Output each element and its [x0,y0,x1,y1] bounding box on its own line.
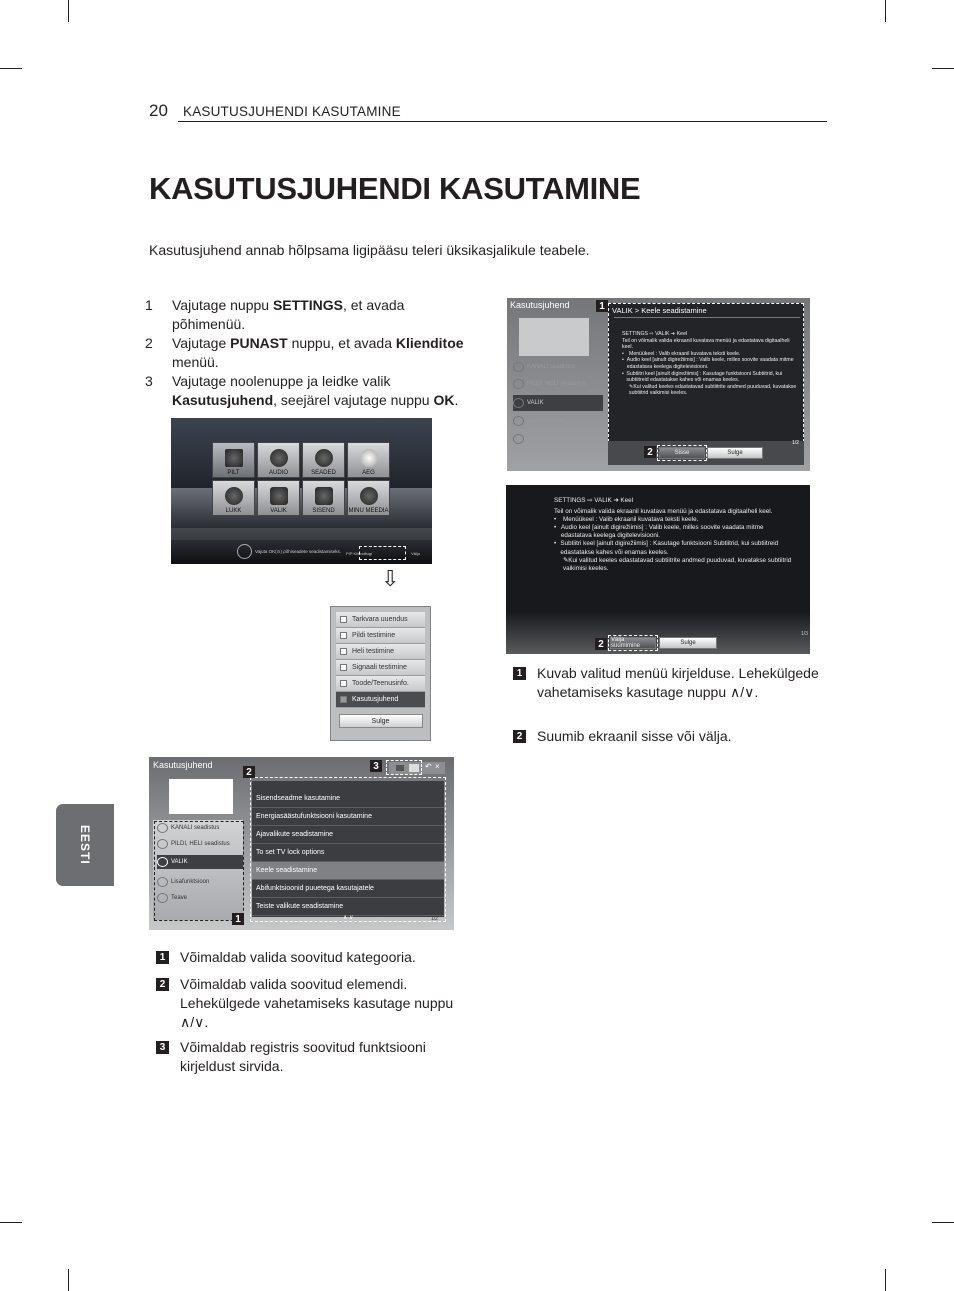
crop-mark [885,0,886,22]
legend-item: 2 Võimaldab valida soovitud elemendi. Lehekülgede vahetamiseks kasutage nuppu ∧/∨. [156,975,466,1032]
crop-mark [932,1222,954,1223]
category-item[interactable]: Teave [157,893,243,903]
checkbox-icon [340,632,347,639]
close-icon: × [435,762,440,771]
category-item-selected[interactable]: VALIK [157,855,243,869]
header-rule [178,121,827,122]
intro-text: Kasutusjuhend annab hõlpsama ligipääsu teleri üksikasjalikule teabele. [149,242,590,258]
support-item[interactable]: Pildi testimine [336,628,425,644]
category-item[interactable]: PILDI, HELI seadistus [157,839,243,849]
toolbox-icon [270,487,288,505]
crop-mark [885,1269,886,1291]
legend-item: 1 Võimaldab valida soovitud kategooria. [156,948,461,967]
callout-badge-1: 1 [232,913,244,925]
checkbox-icon [340,664,347,671]
back-icon: ↶ [425,762,432,771]
guide-title: Kasutusjuhend [153,760,213,770]
close-button[interactable]: Sulge [707,447,763,459]
support-item[interactable]: Signaali testimine [336,660,425,676]
callout-badge-2: 2 [243,766,255,778]
crop-mark [0,1222,22,1223]
page-indicator: 1/2 [431,916,438,922]
preview-image [519,318,589,356]
plug-icon [315,487,333,505]
close-button[interactable]: Sulge [659,637,717,649]
guide-item[interactable]: Abifunktsioonid puuetega kasutajatele [252,880,444,898]
page-indicator: 1/2 [792,440,799,446]
tile-aeg[interactable]: AEG [347,442,390,478]
legend-item: 2 Suumib ekraanil sisse või välja. [513,727,823,746]
zoom-out-button[interactable]: Välja suumimine [610,637,656,649]
step-list [145,296,480,410]
tv-main-menu [171,418,432,564]
tile-lukk[interactable]: LUKK [212,480,255,516]
guide-item[interactable]: To set TV lock options [252,844,444,862]
category-item[interactable]: Lisafunktsioon [157,877,243,887]
category-item[interactable]: PILDI, HELI seadistus [513,379,586,389]
page-title: KASUTUSJUHENDI KASUTAMINE [149,171,641,206]
callout-badge-3: 3 [370,760,382,772]
category-item[interactable]: Lisafunktsioon [513,416,565,426]
button-highlight [657,445,707,461]
checkbox-icon [340,680,347,687]
button-highlight [608,635,658,651]
support-item[interactable]: Tarkvara uuendus [336,612,425,628]
item-highlight [250,777,446,922]
preview-image [169,779,233,814]
step-item: 1 Vajutage nuppu SETTINGS, et avada põhimenüü. [145,297,405,332]
toolbar-highlight [386,760,422,775]
down-arrow-icon: ⇩ [381,566,400,591]
guide-item[interactable]: Energiasäästufunktsiooni kasutamine [252,808,444,826]
description-highlight [608,303,804,442]
guide-item[interactable]: Teiste valikute seadistamine [252,898,444,916]
guide-item-selected[interactable]: Keele seadistamine [252,862,444,880]
category-highlight [154,821,244,921]
legend-item: 1 Kuvab valitud menüü kirjelduse. Lehekülgede vahetamiseks kasutage nuppu ∧/∨. [513,664,823,702]
category-item[interactable]: Teave [513,434,543,444]
crop-mark [68,0,69,22]
legend-item: 3 Võimaldab registris soovitud funktsiooni kirjeldust sirvida. [156,1038,461,1076]
running-header: KASUTUSJUHENDI KASUTAMINE [183,104,401,119]
guide-item[interactable]: Ajavalikute seadistamine [252,826,444,844]
step-item: 3 Vajutage noolenuppe ja leidke valik Kasutusjuhend, seejärel vajutage nuppu OK. [145,373,459,408]
page-indicator: 1/3 [801,631,808,637]
language-tab: EESTI [56,804,114,886]
close-button[interactable]: Sulge [339,714,423,728]
ok-button-icon [237,544,252,559]
lock-icon [225,487,243,505]
zoom-in-button[interactable]: Sisse [659,447,705,459]
guide-screen [149,757,454,930]
category-item[interactable]: KANALI seadistus [513,362,575,372]
satellite-icon [315,449,333,467]
tv-icon [225,449,243,467]
guide-item[interactable]: Sisendseadme kasutamine [252,790,444,808]
tile-minu-meedia[interactable]: MINU MEEDIA [347,480,390,516]
crop-mark [932,68,954,69]
page-number: 20 [149,101,168,120]
callout-badge-2: 2 [644,446,656,458]
clock-icon [360,449,378,467]
tile-seaded[interactable]: SEADED [302,442,345,478]
tile-valik[interactable]: VALIK [257,480,300,516]
page-nav[interactable]: ∧ ∨ [343,915,354,921]
support-item[interactable]: Toode/Teenusinfo. [336,676,425,692]
callout-badge-1: 1 [596,300,608,312]
support-item-selected[interactable]: Kasutusjuhend [336,692,425,708]
crop-mark [0,68,22,69]
category-item[interactable]: KANALI seadistus [157,823,243,833]
checkbox-icon [340,648,347,655]
book-icon [340,696,347,703]
gear-icon [513,398,524,408]
tile-pilt[interactable]: PILT [212,442,255,478]
detail-screen [507,298,810,471]
step-item: 2 Vajutage PUNAST nuppu, et avada Klienditoe menüü. [145,335,464,370]
detail-title: Kasutusjuhend [510,300,570,310]
tv-menu-footer: Vajuta OK(⊙) põhiseadete seadistamiseks. PIP Klienditugi Välju [171,540,432,564]
callout-badge-2: 2 [595,638,607,650]
crop-mark [68,1269,69,1291]
tile-audio[interactable]: AUDIO [257,442,300,478]
support-item[interactable]: Heli testimine [336,644,425,660]
tile-sisend[interactable]: SISEND [302,480,345,516]
description-panel: VALIK > Keele seadistamine SETTINGS ⇨ VALIK ➜ Keel Teil on võimalik valida ekraanil kuvatava menüü ja edastatava digitaalheli keel. • Menüükeel : Valib ekraanil kuvatava teksti keele. • Audio keel [ainult digirežiimis] : Valib keele, milles soovite vaadata mitme edastatava keelega digitelevisiooni. • Subtiitri keel [ainult digirežiimis] : Kasutage funktsiooni Subtiitrid, kui subtiitreid edastatakse kahes või enamas keeles. ✎Kui valitud keeles edastatavad subtiitrite andmed puuduvad, kuvatakse subtiitrid vaikimisi keeles. [608,303,804,441]
speaker-icon [270,449,288,467]
category-item-selected[interactable]: VALIK [513,395,603,411]
media-icon [360,487,378,505]
checkbox-icon [340,616,347,623]
support-menu [330,606,431,741]
zoom-screen: SETTINGS ⇨ VALIK ➜ Keel Teil on võimalik valida ekraanil kuvatava menüü ja edastatava digitaalheli keel. • Menüükeel : Valib ekraanil kuvatava teksti keele. • Audio keel [ainult digirežiimis] : Valib keele, milles soovite vaadata mitme edastatava keelega digitelevisiooni. • Subtiitri keel [ainult digirežiimis] : Kasutage funktsiooni Subtiitrid, kui subtiitreid edastatakse kahes või enamas keeles. ✎Kui valitud keeles edastatavad subtiitrite andmed puuduvad, kuvatakse subtiitrid vaikimisi keeles. Välja suumimine Sulge 1/3 2 [506,485,810,654]
